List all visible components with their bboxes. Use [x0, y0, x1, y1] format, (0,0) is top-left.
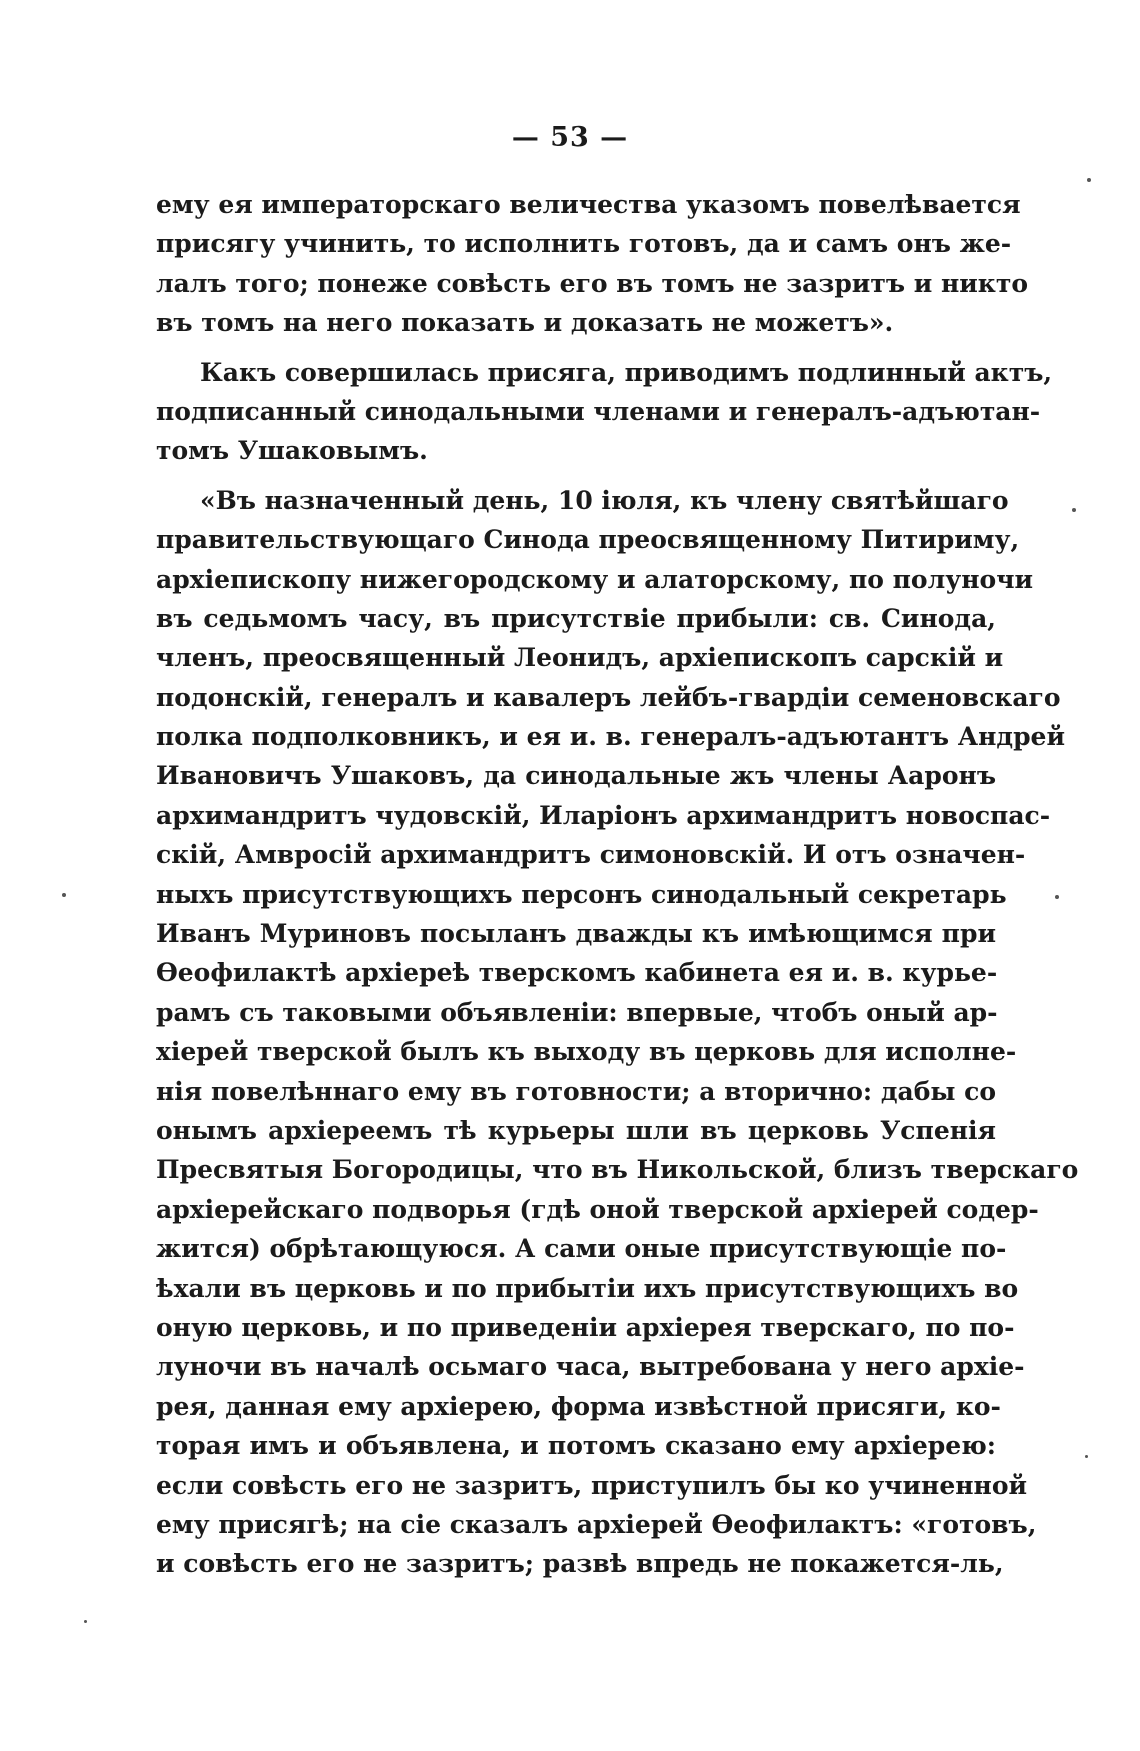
text-line: оную церковь, и по приведеніи архіерея тверскаго, по по-	[156, 1312, 1015, 1342]
text-line: жится) обрѣтающуюся. А сами оные присутствующіе по-	[156, 1234, 1007, 1264]
scan-speck	[62, 893, 66, 897]
text-line: въ томъ на него показать и доказать не можетъ».	[156, 308, 894, 338]
paragraph-gap	[156, 343, 996, 353]
scan-speck	[84, 1620, 87, 1623]
text-line: подонскій, генералъ и кавалеръ лейбъ-гвардіи семеновскаго	[156, 682, 1061, 712]
text-line: рамъ съ таковыми объявленіи: впервые, чтобъ оный ар-	[156, 997, 998, 1027]
text-line: хіерей тверской былъ къ выходу въ церковь для исполне-	[156, 1037, 1017, 1067]
body-text	[156, 185, 1079, 1584]
text-line: Иванъ Муриновъ посыланъ дважды къ имѣющимся при	[156, 919, 996, 949]
text-line: если совѣсть его не зазритъ, приступилъ бы ко учиненной	[156, 1470, 1028, 1500]
scan-speck	[1072, 508, 1076, 512]
scan-speck	[1087, 178, 1091, 182]
text-line: ныхъ присутствующихъ персонъ синодальный секретарь	[156, 879, 1007, 909]
text-line: ему ея императорскаго величества указомъ повелѣвается	[156, 190, 1021, 219]
text-line: томъ Ушаковымъ.	[156, 436, 428, 466]
text-line: Пресвятыя Богородицы, что въ Никольской, близъ тверскаго	[156, 1155, 1079, 1185]
paragraph-1	[156, 185, 1029, 343]
text-line: Ѳеофилактѣ архіереѣ тверскомъ кабинета ея и. в. курье-	[156, 958, 998, 988]
paragraph-3	[156, 481, 1079, 1584]
text-line: въ седьмомъ часу, въ присутствіе прибыли: св. Синода,	[156, 603, 996, 633]
text-line: рея, данная ему архіерею, форма извѣстной присяги, ко-	[156, 1391, 1001, 1421]
text-line: лалъ того; понеже совѣсть его въ томъ не зазритъ и никто	[156, 268, 1029, 298]
text-line: и совѣсть его не зазритъ; развѣ впредь не покажется-ль,	[156, 1549, 1004, 1579]
text-line: архіепископу нижегородскому и алаторскому, по полуночи	[156, 564, 1034, 594]
page-number: — 53 —	[511, 122, 629, 153]
text-line: подписанный синодальными членами и генералъ-адъютан-	[156, 396, 1041, 426]
text-line: онымъ архіереемъ тѣ курьеры шли въ церковь Успенія	[156, 1115, 996, 1145]
text-line: полка подполковникъ, и ея и. в. генералъ-адъютантъ Андрей	[156, 722, 1065, 752]
text-line: архимандритъ чудовскій, Иларіонъ архимандритъ новоспас-	[156, 800, 1051, 830]
text-line: ѣхали въ церковь и по прибытіи ихъ присутствующихъ во	[156, 1273, 1019, 1303]
paragraph-gap	[156, 471, 996, 481]
text-line: торая имъ и объявлена, и потомъ сказано ему архіерею:	[156, 1431, 996, 1461]
scan-speck	[1055, 895, 1059, 899]
text-line: луночи въ началѣ осьмаго часа, вытребована у него архіе-	[156, 1352, 1025, 1382]
paragraph-2	[156, 353, 1053, 471]
text-line: членъ, преосвященный Леонидъ, архіепископъ сарскій и	[156, 643, 1004, 673]
text-line: правительствующаго Синода преосвященному Питириму,	[156, 525, 1020, 555]
text-line: присягу учинить, то исполнить готовъ, да и самъ онъ же-	[156, 229, 1012, 259]
text-line: нія повелѣннаго ему въ готовности; а вторично: дабы со	[156, 1076, 997, 1106]
text-line: архіерейскаго подворья (гдѣ оной тверской архіерей содер-	[156, 1194, 1039, 1224]
text-line: Какъ совершилась присяга, приводимъ подлинный актъ,	[200, 357, 1053, 387]
text-line: скій, Амвросій архимандритъ симоновскій. И отъ означен-	[156, 840, 1026, 870]
text-line: Ивановичъ Ушаковъ, да синодальные жъ члены Ааронъ	[156, 761, 996, 791]
text-line: «Въ назначенный день, 10 іюля, къ члену святѣйшаго	[200, 485, 1009, 515]
text-line: ему присягѣ; на сіе сказалъ архіерей Ѳеофилактъ: «готовъ,	[156, 1509, 1037, 1539]
scan-speck	[1085, 1455, 1088, 1458]
